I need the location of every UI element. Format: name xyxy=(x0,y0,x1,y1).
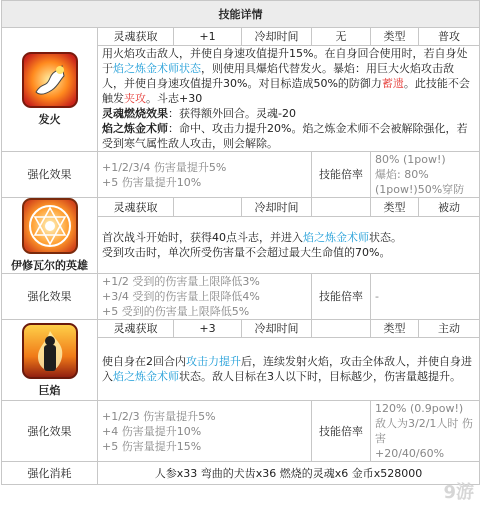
skill-1-type-value: 普攻 xyxy=(419,28,480,46)
page-title: 技能详情 xyxy=(2,1,480,28)
skill-1-type-label: 类型 xyxy=(371,28,419,46)
enhance-cost-label: 强化消耗 xyxy=(2,462,98,485)
skill-2-mult-label: 技能倍率 xyxy=(312,274,371,320)
skill-1-desc-p1: 用火焰攻击敌人，并使自身速攻值提升15%。在自身回合使用时，若自身处于焰之炼金术师状态，则使用具爆焰代替发火。暴焰：用巨大火焰攻击敌人，并使自身速攻值提升30%。对目标造成50%的防御力蓄遗。此技能不会触发夹攻。斗志+30 xyxy=(102,47,470,105)
skill-1-enhance-label: 强化效果 xyxy=(2,152,98,198)
skill-2-soul-label: 灵魂获取 xyxy=(98,198,174,217)
skill-3-enhance-values: +1/2/3 伤害量提升5% +4 伤害量提升10% +5 伤害量提升15% xyxy=(98,401,312,462)
skill-1-desc-p3: 焰之炼金术师：命中、攻击力提升20%。焰之炼金术师不会被解除强化，若受到寒气属性敌人攻击，则会解除。 xyxy=(102,122,468,150)
skill-1-enhance-values: +1/2/3/4 伤害量提升5% +5 伤害量提升10% xyxy=(98,152,312,198)
skill-1-soul-label: 灵魂获取 xyxy=(98,28,174,46)
skill-3-mult-label: 技能倍率 xyxy=(312,401,371,462)
skill-3-type-label: 类型 xyxy=(371,320,419,338)
skill-3-type-value: 主动 xyxy=(419,320,480,338)
transmutation-circle-icon xyxy=(22,198,78,254)
skill-1-description xyxy=(98,46,480,152)
skill-3-mult-values: 120% (0.9pow!) 敌人为3/2/1人时 伤害 +20/40/60% xyxy=(371,401,480,462)
skill-1-cell xyxy=(2,28,98,152)
skill-2-desc-p1: 首次战斗开始时，获得40点斗志，并进入焰之炼金术师状态。 xyxy=(102,231,402,245)
skill-1-mult-values: 80% (1pow!) 爆焰: 80% (1pow!)50%穿防 xyxy=(371,152,480,198)
skill-detail-table xyxy=(1,0,480,485)
skill-3-enhance-label: 强化效果 xyxy=(2,401,98,462)
skill-2-name: 伊修瓦尔的英雄 xyxy=(11,259,88,272)
skill-3-name: 巨焰 xyxy=(38,383,61,397)
skill-2-enhance-values: +1/2 受到的伤害量上限降低3% +3/4 受到的伤害量上限降低4% +5 受到的伤害量上限降低5% xyxy=(98,274,312,320)
skill-2-desc-p2: 受到攻击时，单次所受伤害量不会超过最大生命值的70%。 xyxy=(102,246,391,260)
skill-2-soul-value xyxy=(174,198,242,217)
skill-2-cd-value xyxy=(312,198,371,217)
watermark: 9游 xyxy=(443,482,474,503)
skill-1-cd-label: 冷却时间 xyxy=(242,28,312,46)
skill-2-enhance-label: 强化效果 xyxy=(2,274,98,320)
skill-3-cd-label: 冷却时间 xyxy=(242,320,312,338)
skill-3-desc-p1: 使自身在2回合内攻击力提升后，连续发射火焰，攻击全体敌人，并使自身进入焰之炼金术师状态。敌人目标在3人以下时，目标越少，伤害量越提升。 xyxy=(102,355,472,383)
skill-2-description xyxy=(98,217,480,274)
skill-3-description xyxy=(98,338,480,401)
skill-3-cd-value xyxy=(312,320,371,338)
skill-1-desc-p2: 灵魂燃烧效果：获得额外回合。灵魂-20 xyxy=(102,107,296,120)
skill-1-mult-label: 技能倍率 xyxy=(312,152,371,198)
skill-2-cd-label: 冷却时间 xyxy=(242,198,312,217)
skill-1-cd-value: 无 xyxy=(312,28,371,46)
skill-3-soul-value: +3 xyxy=(174,320,242,338)
skill-3-cell xyxy=(2,320,98,401)
great-flame-icon xyxy=(22,323,78,379)
skill-2-type-value: 被动 xyxy=(419,198,480,217)
skill-2-cell xyxy=(2,198,98,274)
skill-2-type-label: 类型 xyxy=(371,198,419,217)
skill-1-soul-value: +1 xyxy=(174,28,242,46)
skill-2-mult-values: - xyxy=(371,274,480,320)
skill-3-soul-label: 灵魂获取 xyxy=(98,320,174,338)
enhance-cost-value: 人参x33 弯曲的犬齿x36 燃烧的灵魂x6 金币x528000 xyxy=(98,462,480,485)
skill-1-name: 发火 xyxy=(38,113,61,126)
fire-snap-icon xyxy=(22,52,78,108)
